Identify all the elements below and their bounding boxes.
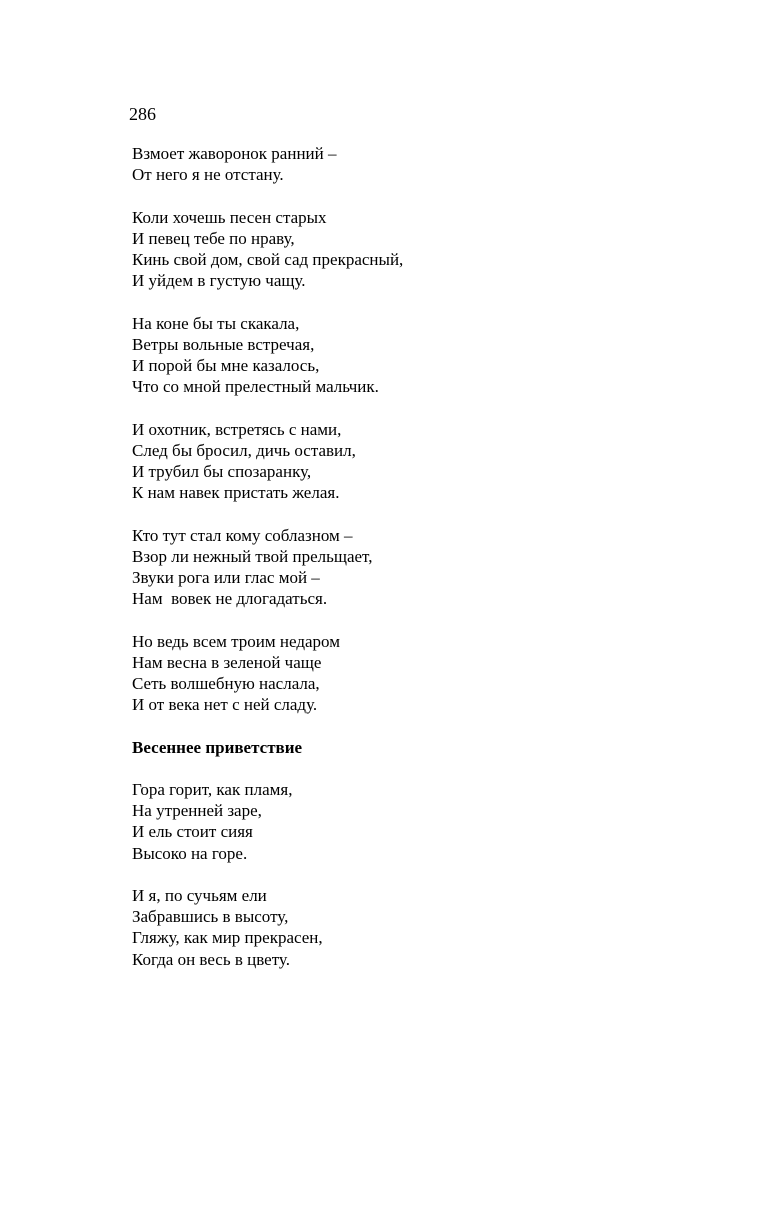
verse-line: Звуки рога или глас мой – [132,568,320,587]
verse-line: К нам навек пристать желая. [132,483,340,503]
poem-text [132,143,692,991]
verse-line: На коне бы ты скакала, [132,313,300,333]
stanza [132,313,692,398]
verse-line: И ель стоит сияя [132,822,253,842]
verse-line: Взор ли нежный твой прельщает, [132,546,373,566]
verse-line: След бы бросил, дичь оставил, [132,440,356,460]
verse-line: Гора горит, как пламя, [132,779,293,799]
verse-line: И трубил бы спозаранку, [132,462,312,481]
verse-line: Ветры вольные встречая, [132,334,315,354]
stanza [132,525,692,610]
verse-line: На утренней заре, [132,801,262,821]
verse-line: И певец тебе по нраву, [132,228,295,248]
verse-line: От него я не отстану. [132,165,284,185]
verse-line: Кинь свой дом, свой сад прекрасный, [132,250,404,269]
page-number: 286 [129,104,156,124]
verse-line: Забравшись в высоту, [132,907,289,927]
verse-line: И я, по сучьям ели [132,885,267,905]
stanza [132,207,692,292]
verse-line: Нам вовек не длогадаться. [132,589,328,609]
verse-line: И порой бы мне казалось, [132,356,320,375]
stanza [132,631,692,716]
stanza [132,143,692,185]
verse-line: Взмоет жаворонок ранний – [132,144,337,163]
verse-line: И уйдем в густую чащу. [132,271,306,291]
verse-line: Сеть волшебную наслала, [132,674,320,693]
verse-line: И охотник, встретясь с нами, [132,419,342,439]
verse-line: И от века нет с ней сладу. [132,695,318,715]
verse-line: Гляжу, как мир прекрасен, [132,928,323,948]
verse-line: Когда он весь в цвету. [132,949,290,969]
poem-title: Весеннее приветствие [132,737,303,757]
verse-line: Нам весна в зеленой чаще [132,652,322,672]
verse-line: Что со мной прелестный мальчик. [132,377,379,397]
verse-line: Коли хочешь песен старых [132,207,327,227]
verse-line: Но ведь всем троим недаром [132,631,340,651]
stanza [132,419,692,504]
verse-line: Кто тут стал кому соблазном – [132,525,353,545]
verse-line: Высоко на горе. [132,843,248,863]
stanza [132,779,692,864]
stanza [132,885,692,970]
